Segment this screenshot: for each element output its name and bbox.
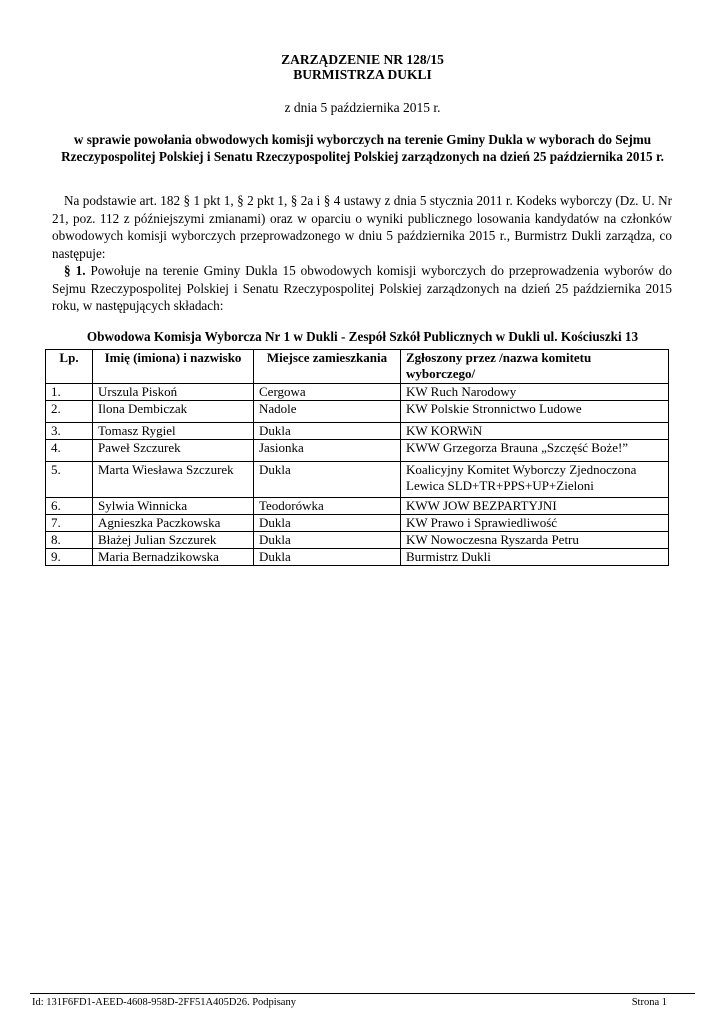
cell-committee: KWW Grzegorza Brauna „Szczęść Boże!” — [401, 440, 669, 462]
section-1-paragraph — [52, 262, 672, 315]
cell-name: Paweł Szczurek — [93, 440, 254, 462]
cell-name: Agnieszka Paczkowska — [93, 515, 254, 532]
cell-place: Nadole — [254, 401, 401, 423]
column-header-place: Miejsce zamieszkania — [254, 350, 401, 384]
section-1-label: § 1. — [64, 263, 86, 278]
table-row — [46, 532, 669, 549]
cell-committee: KW Prawo i Sprawiedliwość — [401, 515, 669, 532]
table-row — [46, 515, 669, 532]
cell-place: Dukla — [254, 549, 401, 566]
cell-committee: KW Ruch Narodowy — [401, 384, 669, 401]
column-header-lp: Lp. — [46, 350, 93, 384]
cell-committee: KW KORWiN — [401, 423, 669, 440]
members-table — [45, 349, 669, 566]
title-line-2: BURMISTRZA DUKLI — [293, 67, 432, 82]
cell-place: Jasionka — [254, 440, 401, 462]
cell-name: Maria Bernadzikowska — [93, 549, 254, 566]
cell-lp: 6. — [46, 498, 93, 515]
document-title — [0, 52, 725, 82]
cell-lp: 5. — [46, 462, 93, 498]
column-header-committee: Zgłoszony przez /nazwa komitetu wyborczego/ — [401, 350, 669, 384]
cell-committee: Burmistrz Dukli — [401, 549, 669, 566]
table-row — [46, 549, 669, 566]
cell-committee: KW Polskie Stronnictwo Ludowe — [401, 401, 669, 423]
commission-caption: Obwodowa Komisja Wyborcza Nr 1 w Dukli - Zespół Szkół Publicznych w Dukli ul. Kościuszki 13 — [86, 329, 639, 344]
table-row — [46, 440, 669, 462]
table-row — [46, 401, 669, 423]
table-row — [46, 384, 669, 401]
cell-name: Błażej Julian Szczurek — [93, 532, 254, 549]
cell-name: Marta Wiesława Szczurek — [93, 462, 254, 498]
cell-lp: 1. — [46, 384, 93, 401]
table-row — [46, 498, 669, 515]
document-date: z dnia 5 października 2015 r. — [284, 100, 441, 115]
cell-lp: 8. — [46, 532, 93, 549]
cell-committee: Koalicyjny Komitet Wyborczy Zjednoczona Lewica SLD+TR+PPS+UP+Zieloni — [401, 462, 669, 498]
cell-place: Dukla — [254, 423, 401, 440]
cell-place: Dukla — [254, 532, 401, 549]
cell-lp: 9. — [46, 549, 93, 566]
legal-basis-paragraph: Na podstawie art. 182 § 1 pkt 1, § 2 pkt 1, § 2a i § 4 ustawy z dnia 5 stycznia 2011 r. Kodeks wyborczy (Dz. U. Nr 21, poz. 112 z późniejszymi zmianami) oraz w oparciu o wyniki publicznego losowania kandydatów na członków obwodowych komisji wyborczych przeprowadzonego w dniu 5 października 2015 r., Burmistrz Dukli zarządza, co następuje: — [52, 193, 672, 261]
cell-lp: 4. — [46, 440, 93, 462]
cell-name: Sylwia Winnicka — [93, 498, 254, 515]
cell-lp: 2. — [46, 401, 93, 423]
cell-place: Teodorówka — [254, 498, 401, 515]
table-row — [46, 462, 669, 498]
cell-lp: 3. — [46, 423, 93, 440]
cell-committee: KWW JOW BEZPARTYJNI — [401, 498, 669, 515]
cell-name: Ilona Dembiczak — [93, 401, 254, 423]
footer-divider — [30, 993, 695, 994]
section-1-text: Powołuje na terenie Gminy Dukla 15 obwodowych komisji wyborczych do przeprowadzenia wyborów do Sejmu Rzeczypospolitej Polskiej i Senatu Rzeczypospolitej Polskiej zarządzonych na dzień 25 października 2015 roku, w następujących składach: — [52, 263, 672, 313]
footer-page-number: Strona 1 — [631, 997, 667, 1008]
table-row — [46, 423, 669, 440]
title-line-1: ZARZĄDZENIE NR 128/15 — [281, 52, 444, 67]
footer-document-id: Id: 131F6FD1-AEED-4608-958D-2FF51A405D26. Podpisany — [32, 997, 296, 1008]
cell-lp: 7. — [46, 515, 93, 532]
cell-committee: KW Nowoczesna Ryszarda Petru — [401, 532, 669, 549]
cell-name: Tomasz Rygiel — [93, 423, 254, 440]
document-subject: w sprawie powołania obwodowych komisji wyborczych na terenie Gminy Dukla w wyborach do Sejmu Rzeczypospolitej Polskiej i Senatu Rzeczypospolitej Polskiej zarządzonych na dzień 25 października 2015 r. — [61, 132, 664, 164]
cell-place: Cergowa — [254, 384, 401, 401]
cell-place: Dukla — [254, 462, 401, 498]
cell-place: Dukla — [254, 515, 401, 532]
column-header-name: Imię (imiona) i nazwisko — [93, 350, 254, 384]
table-header-row — [46, 350, 669, 384]
cell-name: Urszula Piskoń — [93, 384, 254, 401]
